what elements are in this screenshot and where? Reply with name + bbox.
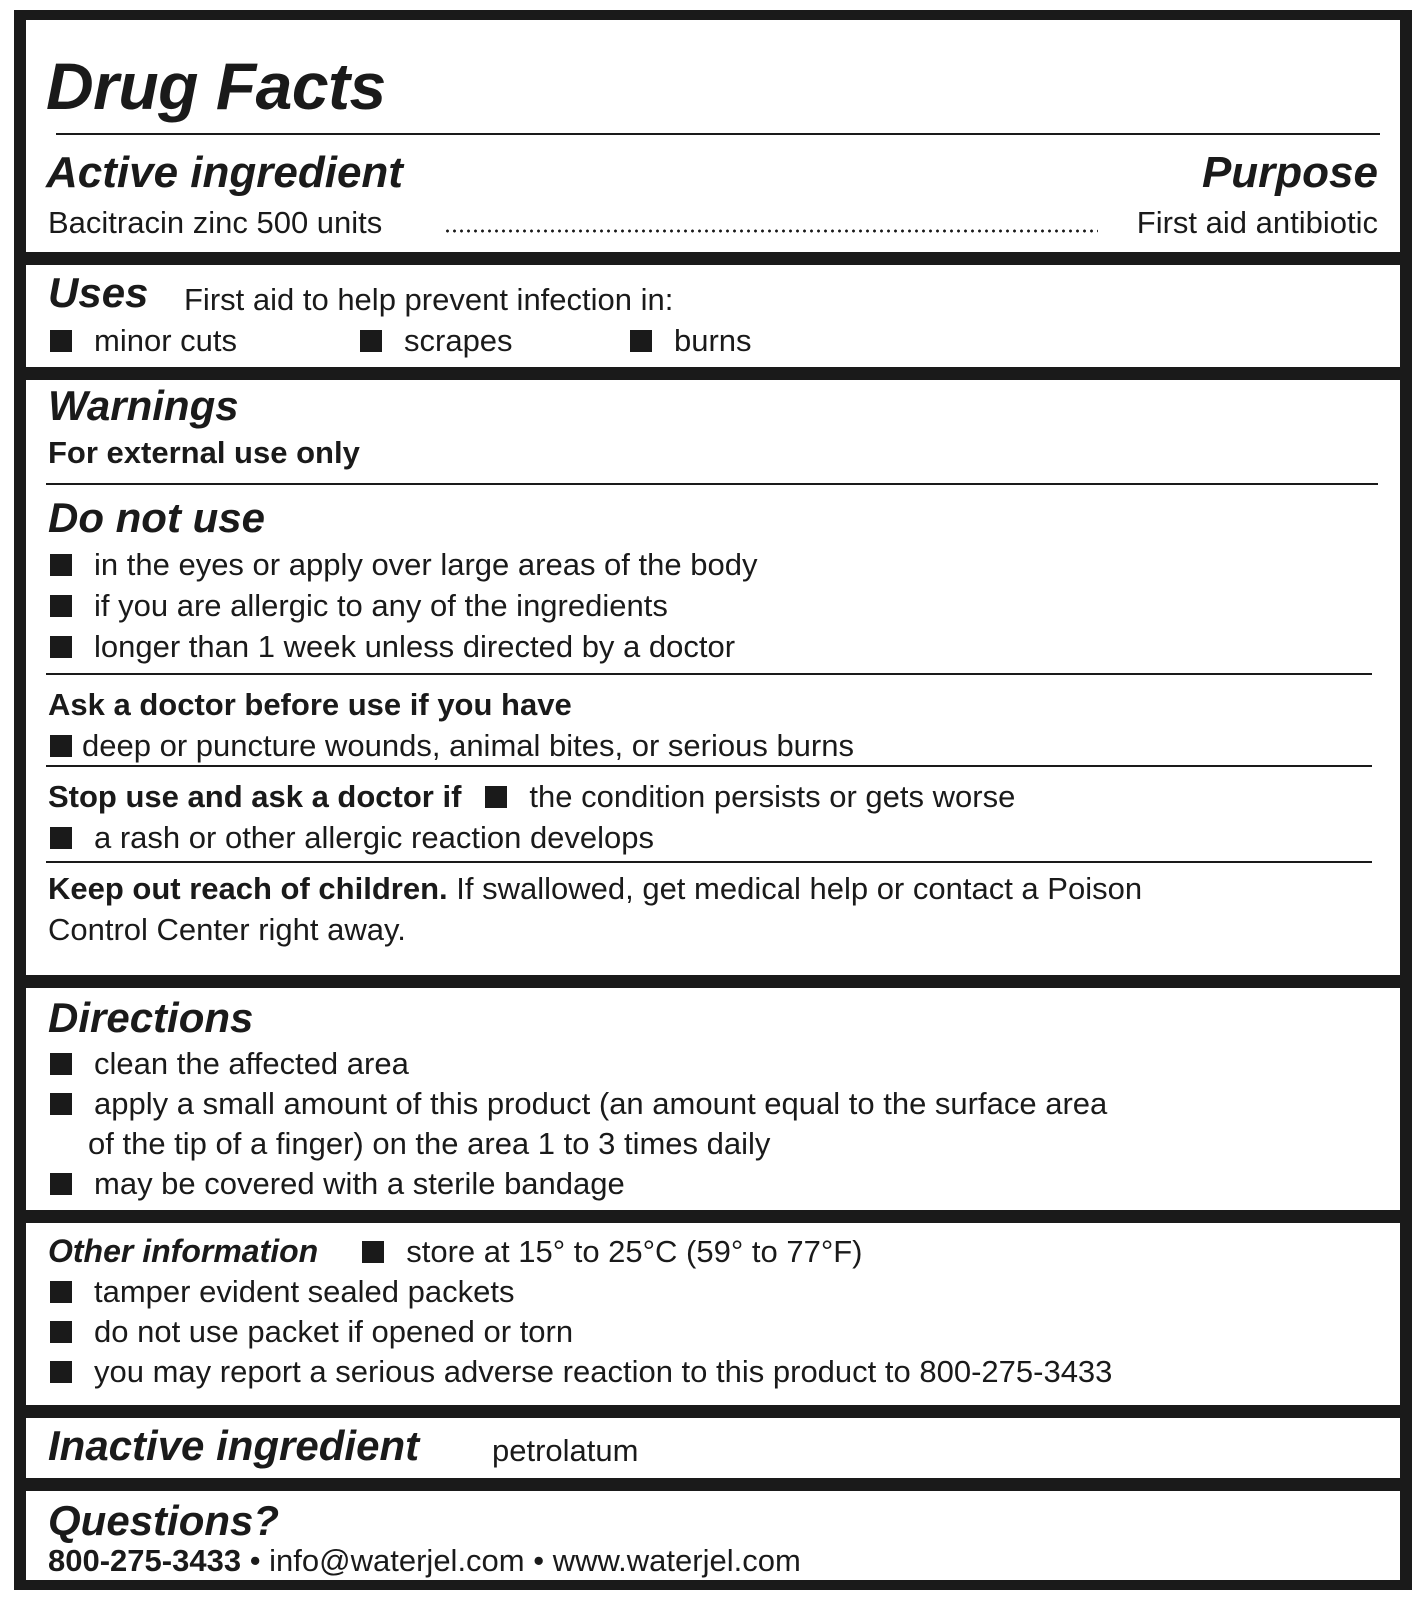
- list-item: longer than 1 week unless directed by a doctor: [50, 629, 735, 665]
- bullet-square-icon: [50, 554, 72, 576]
- bullet-square-icon: [50, 330, 72, 352]
- bullet-square-icon: [50, 827, 72, 849]
- active-ingredient-value: Bacitracin zinc 500 units: [48, 205, 383, 240]
- separator-dot: •: [249, 1543, 261, 1578]
- bullet-square-icon: [50, 735, 72, 757]
- list-item: in the eyes or apply over large areas of the body: [50, 547, 757, 583]
- stop-use-line: Stop use and ask a doctor if the condition persists or gets worse: [48, 779, 1016, 814]
- section-rule: [46, 483, 1378, 485]
- directions-heading: Directions: [48, 994, 254, 1041]
- section-rule: [46, 861, 1372, 863]
- warnings-heading: Warnings: [48, 382, 239, 429]
- bullet-square-icon: [50, 636, 72, 658]
- uses-intro: First aid to help prevent infection in:: [184, 282, 674, 317]
- questions-panel: [26, 1491, 1400, 1580]
- directions-panel: [26, 988, 1400, 1210]
- list-item: may be covered with a sterile bandage: [50, 1166, 625, 1202]
- bullet-square-icon: [360, 330, 382, 352]
- section-rule: [46, 765, 1372, 767]
- list-item: scrapes: [360, 323, 513, 359]
- list-item: tamper evident sealed packets: [50, 1274, 514, 1310]
- list-item-continuation: of the tip of a finger) on the area 1 to 3 times daily: [88, 1126, 771, 1161]
- bullet-square-icon: [362, 1241, 384, 1263]
- list-item: apply a small amount of this product (an amount equal to the surface area: [50, 1086, 1107, 1122]
- inactive-ingredient-heading: Inactive ingredient: [48, 1422, 420, 1469]
- list-item: burns: [630, 323, 752, 359]
- bullet-square-icon: [50, 595, 72, 617]
- bullet-square-icon: [50, 1321, 72, 1343]
- website-address: www.waterjel.com: [552, 1543, 801, 1578]
- bullet-square-icon: [50, 1361, 72, 1383]
- bullet-square-icon: [50, 1053, 72, 1075]
- uses-heading: Uses: [48, 269, 149, 316]
- purpose-value: First aid antibiotic: [1136, 205, 1378, 240]
- purpose-heading: Purpose: [1201, 148, 1378, 197]
- drug-facts-label: [14, 10, 1412, 1590]
- contact-line: [48, 1543, 801, 1579]
- questions-heading: Questions?: [48, 1497, 280, 1544]
- page-title: Drug Facts: [46, 49, 386, 123]
- separator-dot: •: [533, 1543, 545, 1578]
- list-item: clean the affected area: [50, 1046, 409, 1082]
- inactive-ingredient-value: petrolatum: [492, 1433, 639, 1468]
- active-ingredient-heading: Active ingredient: [46, 148, 403, 197]
- bullet-square-icon: [50, 1093, 72, 1115]
- other-information-panel: [26, 1223, 1400, 1405]
- bullet-square-icon: [485, 786, 507, 808]
- active-ingredient-panel: [26, 20, 1400, 252]
- uses-panel: [26, 265, 1400, 367]
- list-item: if you are allergic to any of the ingredients: [50, 588, 668, 624]
- ask-doctor-heading: Ask a doctor before use if you have: [48, 687, 572, 722]
- keep-out-reach-line: Keep out reach of children. If swallowed, get medical help or contact a Poison: [48, 871, 1143, 906]
- list-item: you may report a serious adverse reaction to this product to 800-275-3433: [50, 1354, 1112, 1390]
- list-item: deep or puncture wounds, animal bites, or serious burns: [50, 728, 854, 764]
- bullet-square-icon: [630, 330, 652, 352]
- section-rule: [46, 673, 1372, 675]
- external-use-text: For external use only: [48, 435, 360, 470]
- email-address: info@waterjel.com: [269, 1543, 525, 1578]
- inactive-ingredient-panel: [26, 1418, 1400, 1478]
- leader-dots: [444, 228, 1098, 234]
- list-item: a rash or other allergic reaction develops: [50, 820, 654, 856]
- title-rule: [56, 133, 1380, 135]
- list-item: minor cuts: [50, 323, 237, 359]
- do-not-use-heading: Do not use: [48, 494, 265, 541]
- bullet-square-icon: [50, 1281, 72, 1303]
- keep-out-reach-line-2: Control Center right away.: [48, 912, 406, 947]
- phone-number: 800-275-3433: [48, 1543, 242, 1578]
- other-info-heading: Other information: [48, 1233, 319, 1269]
- bullet-square-icon: [50, 1173, 72, 1195]
- other-info-line: Other information store at 15° to 25°C (59° to 77°F): [48, 1233, 863, 1269]
- list-item: do not use packet if opened or torn: [50, 1314, 573, 1350]
- warnings-panel: [26, 380, 1400, 975]
